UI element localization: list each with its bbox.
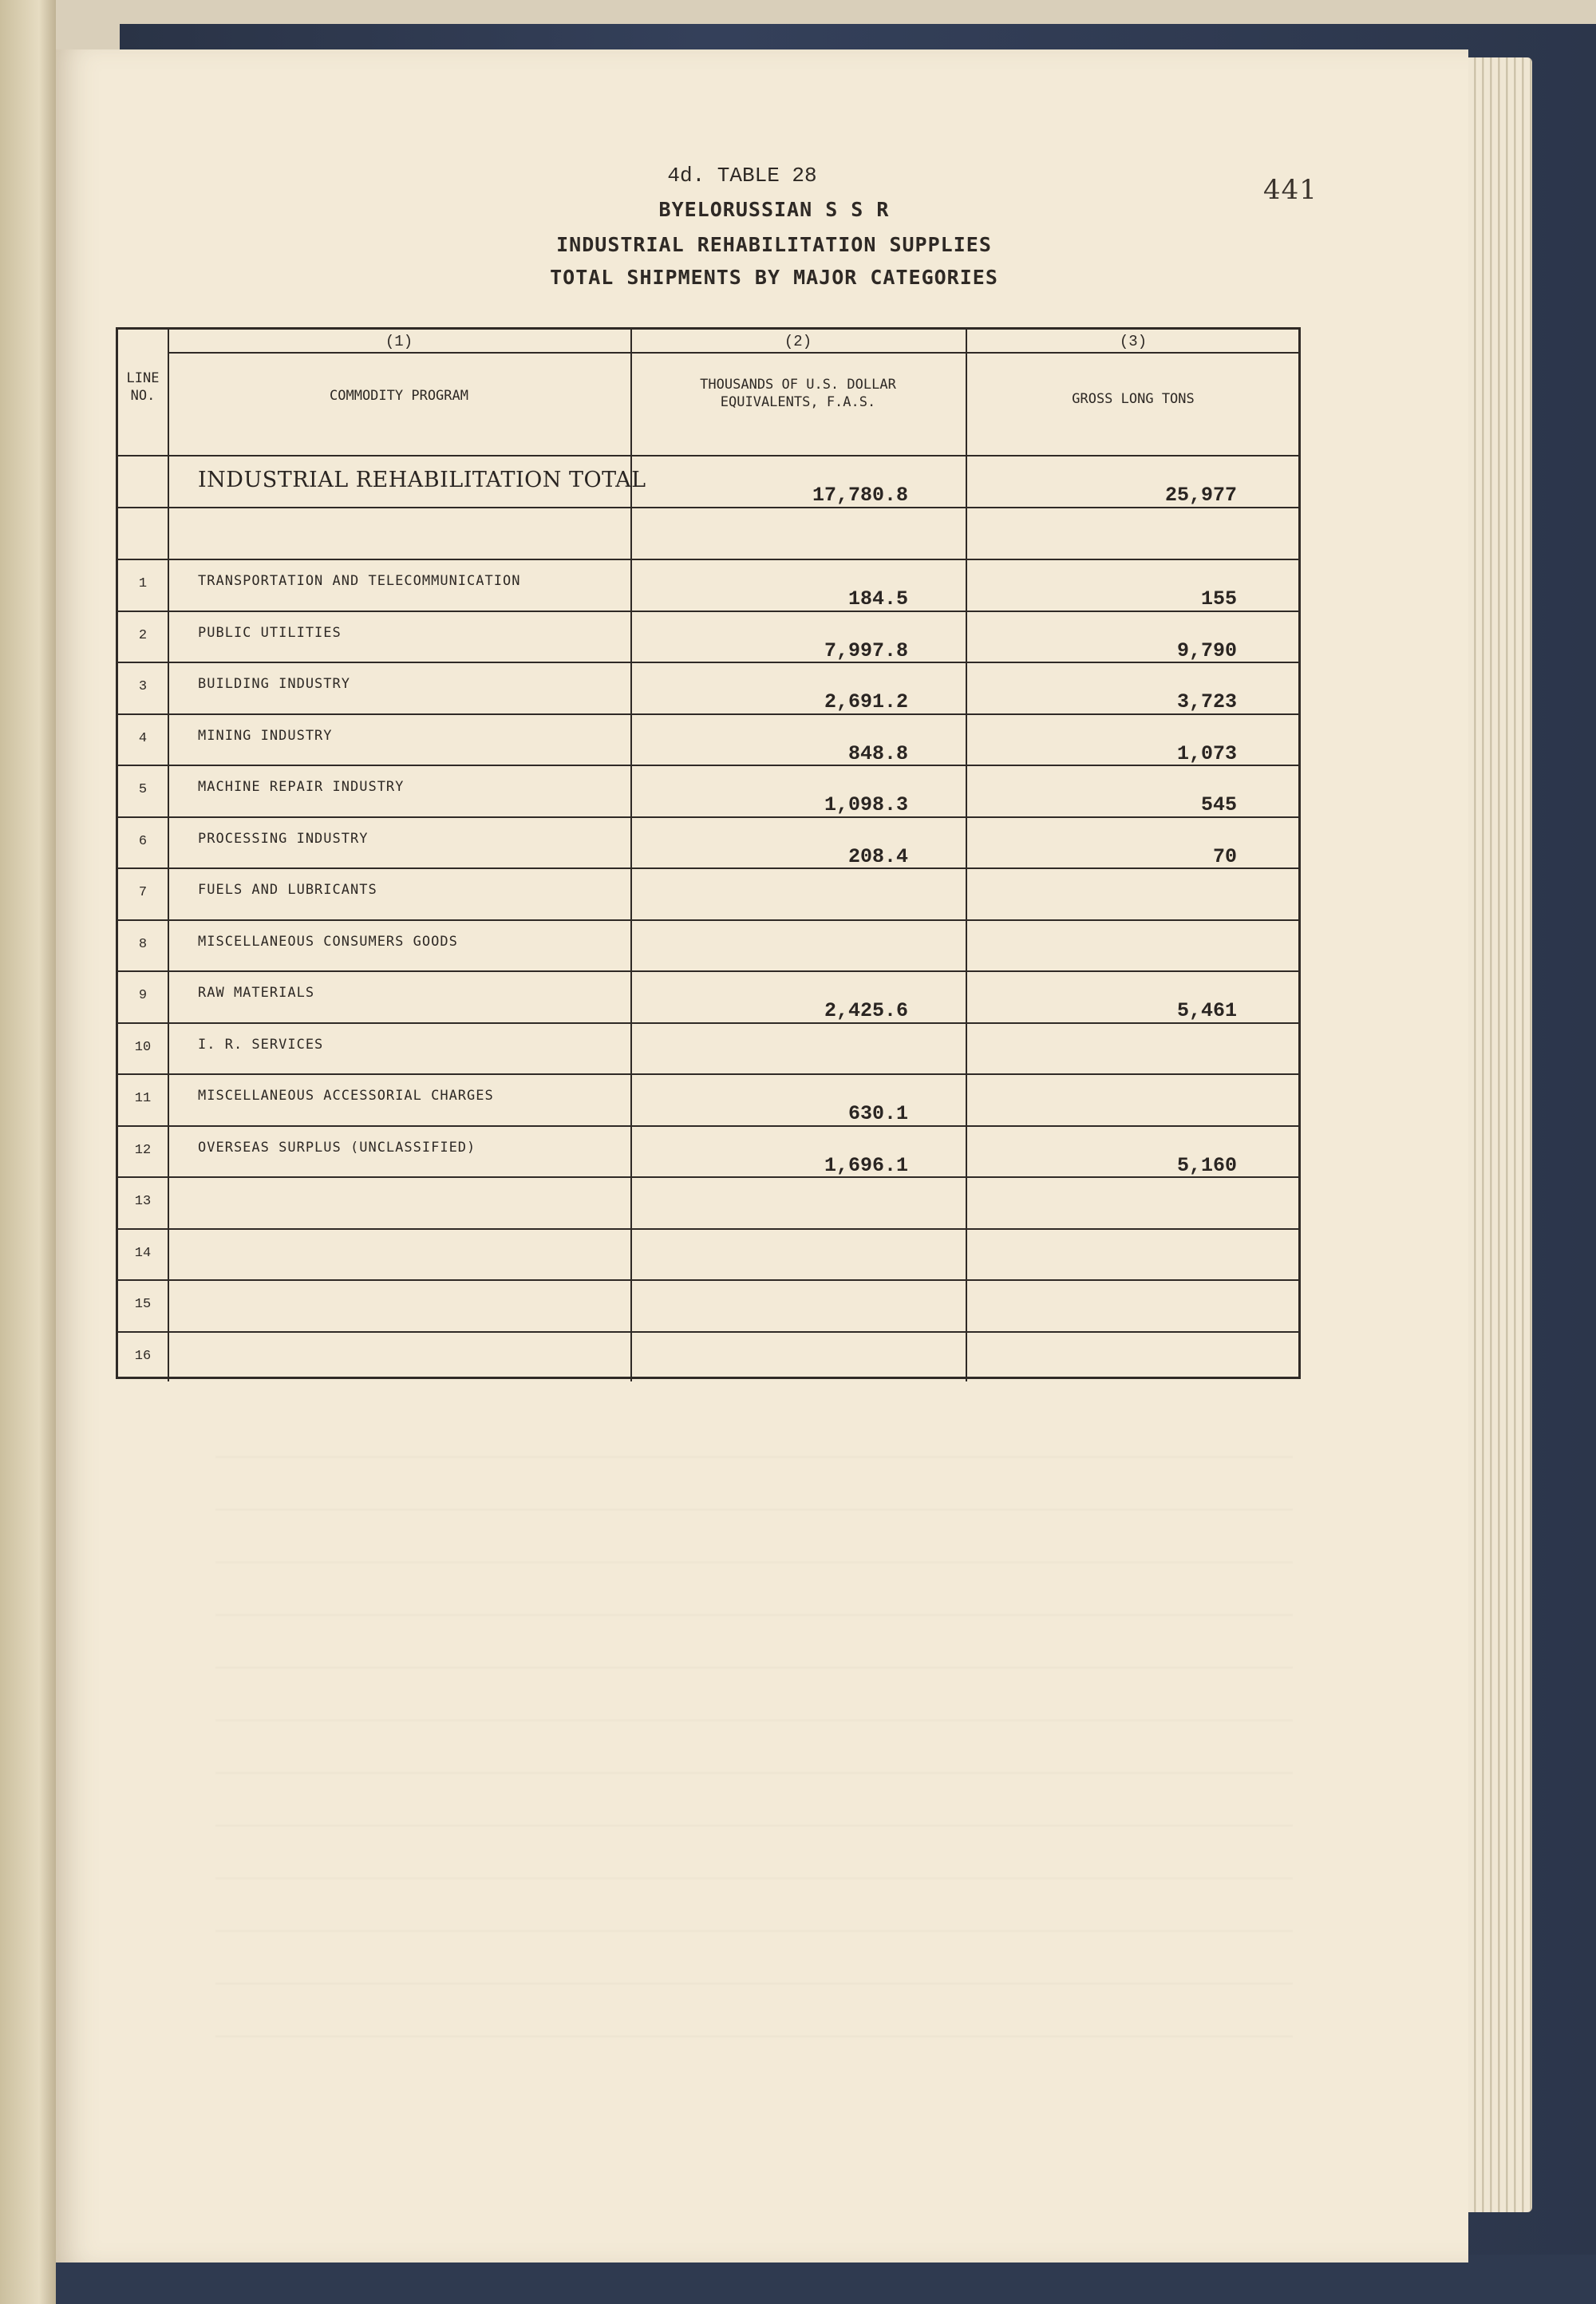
- row-commodity-program: PUBLIC UTILITIES: [198, 624, 342, 641]
- row-rule: [118, 765, 1298, 766]
- row-rule: [118, 1022, 1298, 1024]
- row-tons-value: 9,790: [1176, 638, 1237, 662]
- row-rule: [118, 713, 1298, 715]
- col-divider-line: [168, 330, 169, 1381]
- row-line-number: 14: [134, 1245, 152, 1261]
- row-commodity-program: MINING INDUSTRY: [198, 727, 333, 744]
- row-tons-value: 70: [1212, 844, 1237, 868]
- total-tons: 25,977: [1164, 484, 1237, 507]
- row-tons-value: 3,723: [1176, 690, 1237, 713]
- spacer-rule: [118, 559, 1298, 560]
- shipments-table: [116, 327, 1301, 1379]
- row-dollars-value: 184.5: [847, 587, 908, 611]
- row-dollars-value: 2,691.2: [824, 690, 908, 713]
- row-line-number: 8: [138, 936, 148, 952]
- row-commodity-program: BUILDING INDUSTRY: [198, 676, 350, 692]
- row-rule: [118, 970, 1298, 972]
- row-tons-value: 1,073: [1176, 741, 1237, 765]
- row-rule: [118, 867, 1298, 869]
- row-line-number: 9: [138, 988, 148, 1003]
- row-dollars-value: 1,696.1: [824, 1153, 908, 1177]
- row-line-number: 3: [138, 679, 148, 694]
- row-line-number: 12: [134, 1142, 152, 1158]
- row-rule: [118, 611, 1298, 612]
- dollars-header-line1: THOUSANDS OF U.S. DOLLAR: [700, 377, 896, 393]
- row-commodity-program: OVERSEAS SURPLUS (UNCLASSIFIED): [198, 1139, 476, 1156]
- row-line-number: 6: [138, 833, 148, 849]
- row-commodity-program: MACHINE REPAIR INDUSTRY: [198, 779, 405, 795]
- column-number-1: (1): [385, 333, 413, 350]
- row-commodity-program: PROCESSING INDUSTRY: [198, 830, 369, 847]
- row-rule: [118, 1228, 1298, 1230]
- row-rule: [118, 919, 1298, 921]
- row-rule: [118, 1073, 1298, 1075]
- row-dollars-value: 630.1: [847, 1102, 908, 1125]
- row-line-number: 11: [134, 1091, 152, 1106]
- page-number: 441: [1263, 174, 1317, 206]
- row-commodity-program: I. R. SERVICES: [198, 1036, 324, 1053]
- row-line-number: 4: [138, 730, 148, 746]
- row-tons-value: 155: [1200, 587, 1237, 611]
- facing-page: [0, 0, 56, 2304]
- subtitle: TOTAL SHIPMENTS BY MAJOR CATEGORIES: [550, 266, 998, 289]
- row-line-number: 5: [138, 782, 148, 797]
- row-line-number: 16: [134, 1348, 152, 1364]
- row-commodity-program: TRANSPORTATION AND TELECOMMUNICATION: [198, 573, 521, 589]
- row-rule: [118, 662, 1298, 663]
- row-rule: [118, 1125, 1298, 1127]
- total-rule: [118, 507, 1298, 508]
- row-rule: [118, 816, 1298, 818]
- row-commodity-program: MISCELLANEOUS CONSUMERS GOODS: [198, 933, 458, 950]
- subject-title: INDUSTRIAL REHABILITATION SUPPLIES: [556, 233, 992, 256]
- line-no-header: LINE NO.: [126, 370, 160, 404]
- row-dollars-value: 1,098.3: [824, 793, 908, 816]
- row-line-number: 10: [134, 1039, 152, 1055]
- row-dollars-value: 208.4: [847, 844, 908, 868]
- row-line-number: 15: [134, 1297, 152, 1312]
- row-rule: [118, 1331, 1298, 1333]
- show-through: [215, 1406, 1293, 2045]
- row-tons-value: 5,160: [1176, 1153, 1237, 1177]
- country-title: BYELORUSSIAN S S R: [658, 198, 890, 221]
- tons-header: GROSS LONG TONS: [1072, 391, 1195, 407]
- row-commodity-program: MISCELLANEOUS ACCESSORIAL CHARGES: [198, 1088, 494, 1104]
- row-line-number: 7: [138, 885, 148, 900]
- colnum-rule: [168, 352, 1301, 354]
- row-commodity-program: RAW MATERIALS: [198, 985, 315, 1001]
- row-rule: [118, 1176, 1298, 1178]
- column-number-2: (2): [784, 333, 812, 350]
- commodity-program-header: COMMODITY PROGRAM: [330, 388, 468, 404]
- total-dollars: 17,780.8: [812, 484, 908, 507]
- row-commodity-program: FUELS AND LUBRICANTS: [198, 882, 377, 898]
- row-line-number: 13: [134, 1194, 152, 1209]
- dollars-header-line2: EQUIVALENTS, F.A.S.: [720, 394, 876, 410]
- column-number-3: (3): [1119, 333, 1148, 350]
- page-edges: [1460, 57, 1532, 2212]
- row-dollars-value: 848.8: [847, 741, 908, 765]
- total-label: INDUSTRIAL REHABILITATION TOTAL: [198, 468, 646, 492]
- row-tons-value: 545: [1200, 793, 1237, 816]
- row-tons-value: 5,461: [1176, 999, 1237, 1022]
- row-line-number: 2: [138, 627, 148, 643]
- row-dollars-value: 7,997.8: [824, 638, 908, 662]
- row-rule: [118, 1279, 1298, 1281]
- table-reference: 4d. TABLE 28: [667, 164, 817, 188]
- row-line-number: 1: [138, 576, 148, 591]
- row-dollars-value: 2,425.6: [824, 999, 908, 1022]
- header-rule: [118, 455, 1298, 456]
